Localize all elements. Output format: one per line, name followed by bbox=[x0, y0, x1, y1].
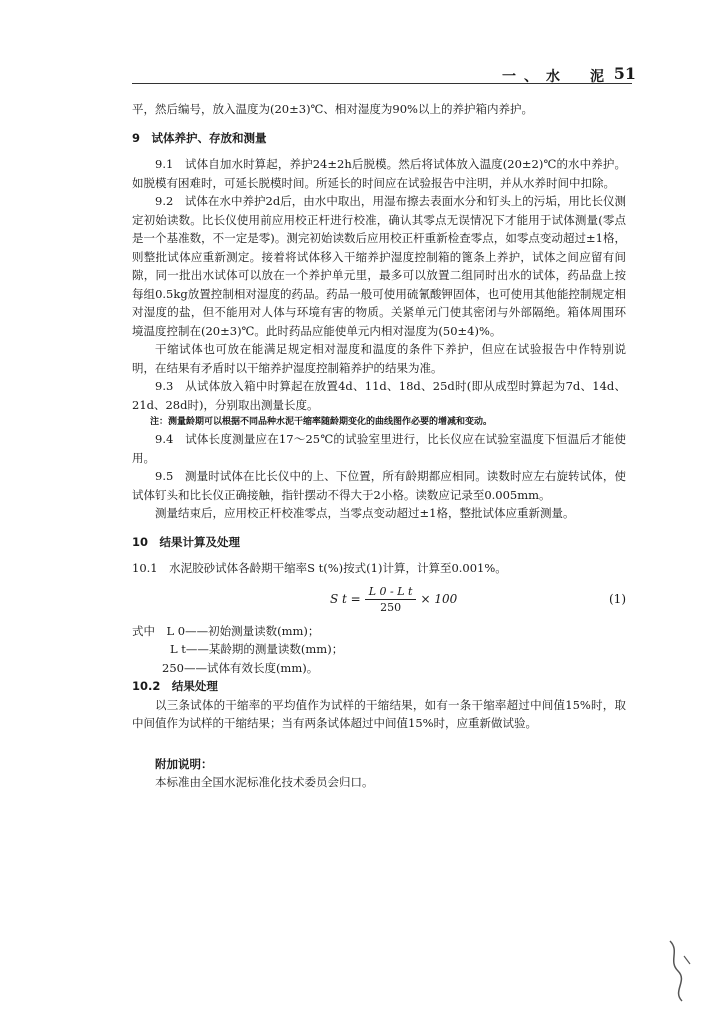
clause-10-2-heading: 10.2 结果处理 bbox=[132, 679, 218, 693]
page-header bbox=[132, 62, 636, 86]
clause-9-5-continued: 测量结束后，应用校正杆校准零点，当零点变动超过±1格，整批试体应重新测量。 bbox=[155, 506, 575, 520]
clause-10-2: 以三条试体的干缩率的平均值作为试样的干缩结果，如有一条干缩率超过中间值15%时，取中间值作为试样的干缩结果；当有两条试体超过中间值15%时，应重新做试验。 bbox=[132, 697, 626, 730]
definition-250: 250——试体有效长度(mm)。 bbox=[162, 660, 319, 675]
intro-paragraph: 平，然后编号，放入温度为(20±3)℃、相对湿度为90%以上的养护箱内养护。 bbox=[132, 102, 533, 116]
header-rule bbox=[132, 83, 632, 84]
formula-numerator: L 0 - L t bbox=[365, 584, 417, 600]
margin-mark bbox=[660, 936, 700, 1006]
shrinkage-formula bbox=[132, 580, 626, 622]
running-title: 一、水 泥 bbox=[502, 69, 612, 85]
page-number: 51 bbox=[613, 64, 636, 83]
additional-notes-text: 本标准由全国水泥标准化技术委员会归口。 bbox=[155, 775, 374, 789]
formula-lhs: S t = bbox=[330, 591, 361, 606]
clause-9-5: 9.5 测量时试体在比长仪中的上、下位置，所有龄期都应相同。读数时应左右旋转试体，使试体钉头和比长仪正确接触，指针摆动不得大于2小格。读数应记录至0.005mm。 bbox=[132, 469, 626, 502]
section-10-heading: 10 结果计算及处理 bbox=[132, 534, 241, 549]
equation-number: (1) bbox=[609, 591, 626, 606]
formula-tail: × 100 bbox=[420, 591, 458, 606]
section-9-heading: 9 试体养护、存放和测量 bbox=[132, 130, 267, 145]
clause-9-1: 9.1 试体自加水时算起，养护24±2h后脱模。然后将试体放入温度(20±2)℃的水中养护。如脱模有困难时，可延长脱模时间。所延长的时间应在试验报告中注明，并从水养时间中扣除。 bbox=[132, 157, 626, 190]
clause-9-4: 9.4 试体长度测量应在17～25℃的试验室里进行，比长仪应在试验室温度下恒温后才能使用。 bbox=[132, 432, 626, 465]
formula-fraction bbox=[365, 584, 417, 615]
definition-lt: L t——某龄期的测量读数(mm)； bbox=[170, 642, 344, 656]
definition-l0: 式中 L 0——初始测量读数(mm)； bbox=[132, 623, 320, 638]
formula-denominator: 250 bbox=[380, 600, 402, 614]
note: 注：测量龄期可以根据不同品种水泥干缩率随龄期变化的曲线图作必要的增减和变动。 bbox=[150, 417, 493, 427]
clause-9-3: 9.3 从试体放入箱中时算起在放置4d、11d、18d、25d时(即从成型时算起为7d、14d、21d、28d时)，分别取出测量长度。 bbox=[132, 379, 626, 412]
variable-definitions bbox=[132, 622, 626, 678]
additional-notes-title: 附加说明： bbox=[155, 756, 213, 771]
body-text bbox=[132, 100, 626, 792]
formula-expression bbox=[330, 584, 457, 615]
clause-10-1: 10.1 水泥胶砂试体各龄期干缩率S t(%)按式(1)计算，计算至0.001%。 bbox=[132, 561, 507, 575]
clause-9-2-continued: 干缩试体也可放在能满足规定相对湿度和温度的条件下养护，但应在试验报告中作特别说明，在结果有矛盾时以干缩养护湿度控制箱养护的结果为准。 bbox=[132, 342, 626, 375]
clause-9-2: 9.2 试体在水中养护2d后，由水中取出，用湿布擦去表面水分和钉头上的污垢，用比长仪测定初始读数。比长仪使用前应用校正杆进行校准，确认其零点无误情况下才能用于试体测量(零点是一个基准数，不一定是零)。测完初始读数后应用校正杆重新检查零点，如零点变动超过±1格，则整批试体应重新测定。接着将试体移入干缩养护湿度控制箱的篦条上养护，试体之间应留有间隙，同一批出水试体可以放在一个养护单元里，最多可以放置二组同时出水的试体，药品盘上按每组0.5kg放置控制相对湿度的药品。药品一般可使用硫氰酸钾固体，也可使用其他能控制规定相对湿度的盐，但不能用对人体与环境有害的物质。关紧单元门使其密闭与外部隔绝。箱体周围环境温度控制在(20±3)℃。此时药品应能使单元内相对湿度为(50±4)%。 bbox=[132, 194, 626, 338]
